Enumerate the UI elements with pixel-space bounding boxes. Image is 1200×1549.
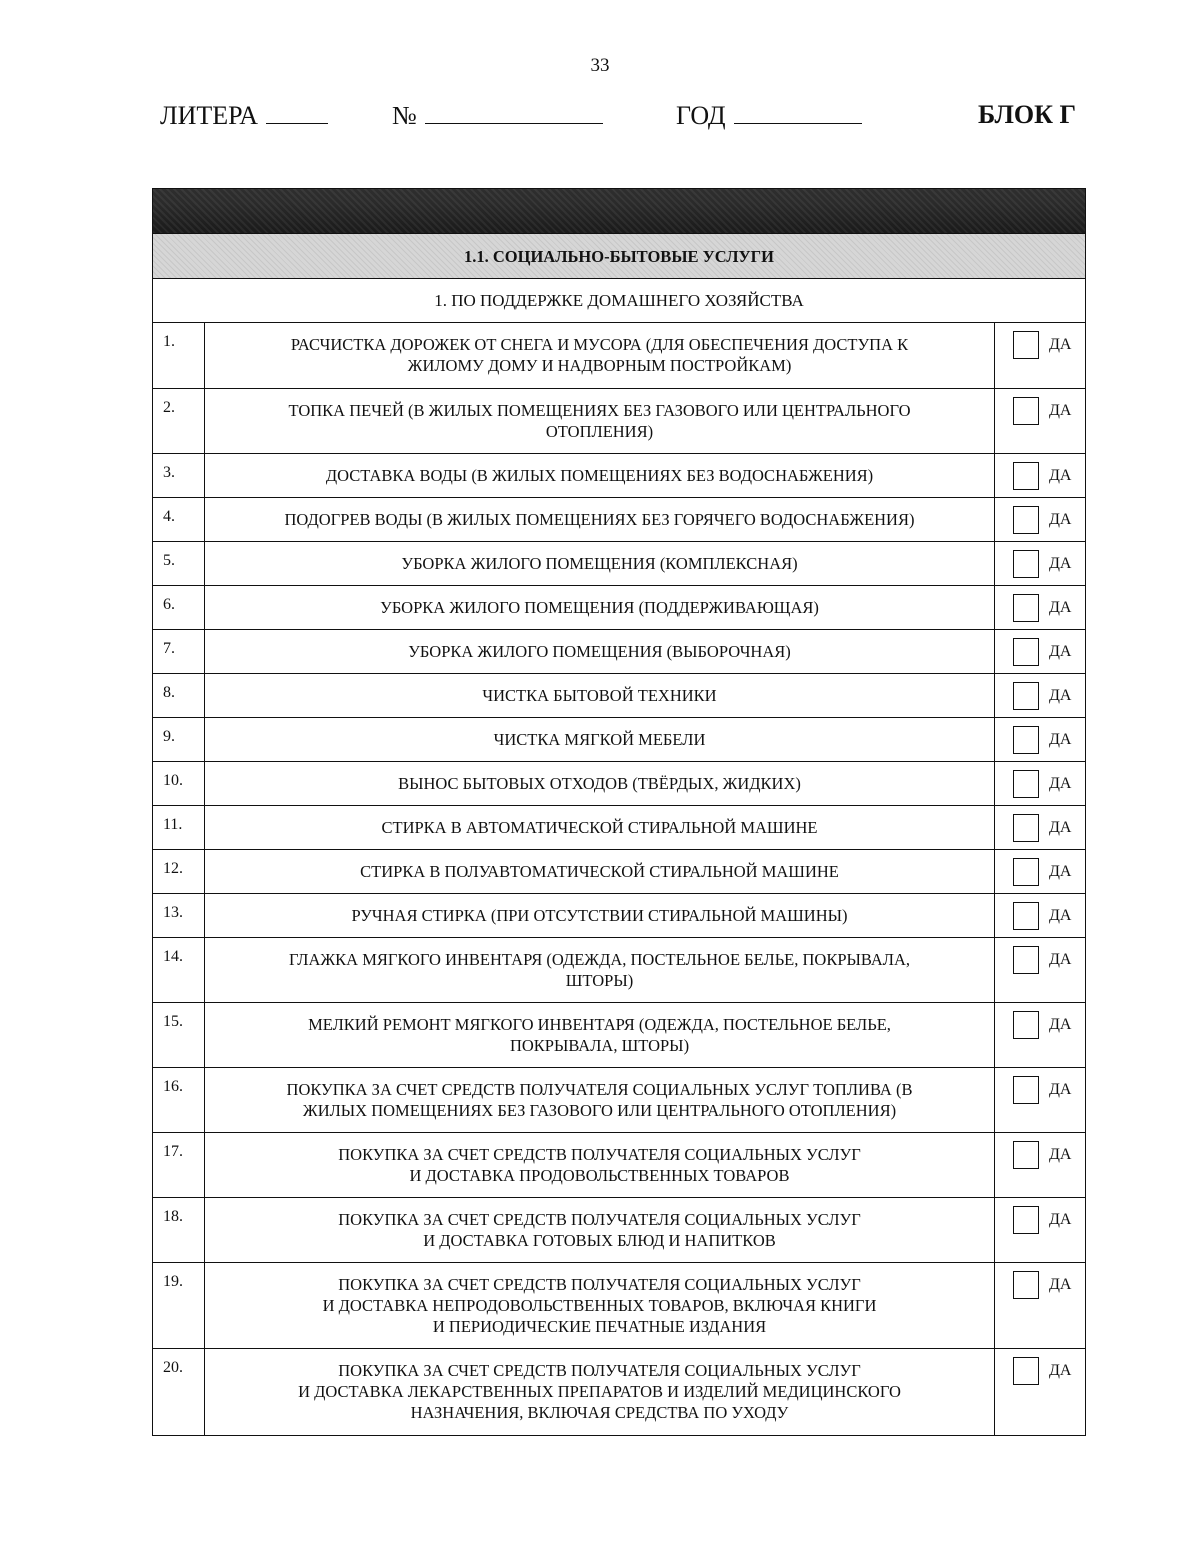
item-check-cell <box>995 674 1085 717</box>
da-label: ДА <box>1049 819 1072 836</box>
da-checkbox[interactable] <box>1013 1206 1039 1234</box>
services-table <box>152 188 1086 1436</box>
table-row <box>153 674 1085 718</box>
item-number: 15. <box>153 1003 205 1067</box>
table-row <box>153 454 1085 498</box>
item-text: МЕЛКИЙ РЕМОНТ МЯГКОГО ИНВЕНТАРЯ (ОДЕЖДА, ПОСТЕЛЬНОЕ БЕЛЬЕ, ПОКРЫВАЛА, ШТОРЫ) <box>205 1003 995 1067</box>
da-checkbox[interactable] <box>1013 770 1039 798</box>
item-number: 13. <box>153 894 205 937</box>
item-check-cell <box>995 586 1085 629</box>
da-label: ДА <box>1049 402 1072 419</box>
da-label: ДА <box>1049 1146 1072 1163</box>
number-field[interactable] <box>392 100 603 131</box>
table-row <box>153 850 1085 894</box>
table-row <box>153 1003 1085 1068</box>
item-check-cell <box>995 1133 1085 1197</box>
da-label: ДА <box>1049 1211 1072 1228</box>
da-label: ДА <box>1049 775 1072 792</box>
table-row <box>153 586 1085 630</box>
item-number: 19. <box>153 1263 205 1348</box>
subsection-title: 1. ПО ПОДДЕРЖКЕ ДОМАШНЕГО ХОЗЯЙСТВА <box>153 279 1085 323</box>
item-number: 20. <box>153 1349 205 1435</box>
table-row <box>153 1133 1085 1198</box>
item-check-cell <box>995 1068 1085 1132</box>
da-label: ДА <box>1049 1016 1072 1033</box>
item-check-cell <box>995 323 1085 388</box>
year-blank[interactable] <box>734 100 862 124</box>
da-checkbox[interactable] <box>1013 506 1039 534</box>
item-number: 18. <box>153 1198 205 1262</box>
table-header-bar <box>153 189 1085 234</box>
da-label: ДА <box>1049 731 1072 748</box>
item-check-cell <box>995 806 1085 849</box>
item-text: ЧИСТКА МЯГКОЙ МЕБЕЛИ <box>205 718 995 761</box>
da-checkbox[interactable] <box>1013 946 1039 974</box>
item-check-cell <box>995 1349 1085 1435</box>
table-row <box>153 718 1085 762</box>
item-text: УБОРКА ЖИЛОГО ПОМЕЩЕНИЯ (КОМПЛЕКСНАЯ) <box>205 542 995 585</box>
item-number: 4. <box>153 498 205 541</box>
da-checkbox[interactable] <box>1013 1141 1039 1169</box>
item-check-cell <box>995 498 1085 541</box>
year-field[interactable] <box>676 100 862 131</box>
item-number: 16. <box>153 1068 205 1132</box>
year-label: ГОД <box>676 101 726 130</box>
da-label: ДА <box>1049 336 1072 353</box>
item-text: УБОРКА ЖИЛОГО ПОМЕЩЕНИЯ (ПОДДЕРЖИВАЮЩАЯ) <box>205 586 995 629</box>
number-label: № <box>392 101 417 130</box>
da-label: ДА <box>1049 1362 1072 1379</box>
section-title: 1.1. СОЦИАЛЬНО-БЫТОВЫЕ УСЛУГИ <box>153 234 1085 279</box>
da-checkbox[interactable] <box>1013 462 1039 490</box>
item-text: ПОДОГРЕВ ВОДЫ (В ЖИЛЫХ ПОМЕЩЕНИЯХ БЕЗ ГОРЯЧЕГО ВОДОСНАБЖЕНИЯ) <box>205 498 995 541</box>
table-row <box>153 1263 1085 1349</box>
da-label: ДА <box>1049 951 1072 968</box>
form-header <box>0 100 1200 140</box>
da-checkbox[interactable] <box>1013 858 1039 886</box>
item-check-cell <box>995 850 1085 893</box>
item-number: 14. <box>153 938 205 1002</box>
da-checkbox[interactable] <box>1013 594 1039 622</box>
litera-blank[interactable] <box>266 100 328 124</box>
item-text: СТИРКА В АВТОМАТИЧЕСКОЙ СТИРАЛЬНОЙ МАШИНЕ <box>205 806 995 849</box>
table-row <box>153 542 1085 586</box>
da-checkbox[interactable] <box>1013 1011 1039 1039</box>
item-check-cell <box>995 630 1085 673</box>
litera-field[interactable] <box>160 100 328 131</box>
item-number: 8. <box>153 674 205 717</box>
item-check-cell <box>995 542 1085 585</box>
item-check-cell <box>995 718 1085 761</box>
item-text: ТОПКА ПЕЧЕЙ (В ЖИЛЫХ ПОМЕЩЕНИЯХ БЕЗ ГАЗОВОГО ИЛИ ЦЕНТРАЛЬНОГО ОТОПЛЕНИЯ) <box>205 389 995 453</box>
item-text: ПОКУПКА ЗА СЧЕТ СРЕДСТВ ПОЛУЧАТЕЛЯ СОЦИАЛЬНЫХ УСЛУГ ТОПЛИВА (В ЖИЛЫХ ПОМЕЩЕНИЯХ БЕЗ ГАЗОВОГО ИЛИ ЦЕНТРАЛЬНОГО ОТОПЛЕНИЯ) <box>205 1068 995 1132</box>
da-label: ДА <box>1049 1276 1072 1293</box>
item-number: 9. <box>153 718 205 761</box>
litera-label: ЛИТЕРА <box>160 101 259 130</box>
item-text: РАСЧИСТКА ДОРОЖЕК ОТ СНЕГА И МУСОРА (ДЛЯ ОБЕСПЕЧЕНИЯ ДОСТУПА К ЖИЛОМУ ДОМУ И НАДВОРНЫМ ПОСТРОЙКАМ) <box>205 323 995 388</box>
item-number: 2. <box>153 389 205 453</box>
da-label: ДА <box>1049 467 1072 484</box>
item-number: 3. <box>153 454 205 497</box>
item-text: ПОКУПКА ЗА СЧЕТ СРЕДСТВ ПОЛУЧАТЕЛЯ СОЦИАЛЬНЫХ УСЛУГ И ДОСТАВКА ГОТОВЫХ БЛЮД И НАПИТКОВ <box>205 1198 995 1262</box>
item-check-cell <box>995 894 1085 937</box>
item-check-cell <box>995 1263 1085 1348</box>
da-checkbox[interactable] <box>1013 638 1039 666</box>
item-check-cell <box>995 762 1085 805</box>
da-label: ДА <box>1049 907 1072 924</box>
page-number: 33 <box>590 55 610 76</box>
table-row <box>153 630 1085 674</box>
item-number: 11. <box>153 806 205 849</box>
table-row <box>153 1198 1085 1263</box>
item-check-cell <box>995 1003 1085 1067</box>
item-text: ВЫНОС БЫТОВЫХ ОТХОДОВ (ТВЁРДЫХ, ЖИДКИХ) <box>205 762 995 805</box>
item-check-cell <box>995 389 1085 453</box>
da-checkbox[interactable] <box>1013 550 1039 578</box>
item-check-cell <box>995 454 1085 497</box>
item-check-cell <box>995 938 1085 1002</box>
da-label: ДА <box>1049 863 1072 880</box>
table-row <box>153 806 1085 850</box>
table-row <box>153 323 1085 389</box>
table-row <box>153 1068 1085 1133</box>
item-text: СТИРКА В ПОЛУАВТОМАТИЧЕСКОЙ СТИРАЛЬНОЙ МАШИНЕ <box>205 850 995 893</box>
item-number: 6. <box>153 586 205 629</box>
da-checkbox[interactable] <box>1013 397 1039 425</box>
da-checkbox[interactable] <box>1013 902 1039 930</box>
item-text: ПОКУПКА ЗА СЧЕТ СРЕДСТВ ПОЛУЧАТЕЛЯ СОЦИАЛЬНЫХ УСЛУГ И ДОСТАВКА ЛЕКАРСТВЕННЫХ ПРЕПАРАТОВ И ИЗДЕЛИЙ МЕДИЦИНСКОГО НАЗНАЧЕНИЯ, ВКЛЮЧАЯ СРЕДСТВА ПО УХОДУ <box>205 1349 995 1435</box>
item-text: ДОСТАВКА ВОДЫ (В ЖИЛЫХ ПОМЕЩЕНИЯХ БЕЗ ВОДОСНАБЖЕНИЯ) <box>205 454 995 497</box>
item-text: ПОКУПКА ЗА СЧЕТ СРЕДСТВ ПОЛУЧАТЕЛЯ СОЦИАЛЬНЫХ УСЛУГ И ДОСТАВКА НЕПРОДОВОЛЬСТВЕННЫХ ТОВАРОВ, ВКЛЮЧАЯ КНИГИ И ПЕРИОДИЧЕСКИЕ ПЕЧАТНЫЕ ИЗДАНИЯ <box>205 1263 995 1348</box>
item-number: 5. <box>153 542 205 585</box>
item-number: 10. <box>153 762 205 805</box>
item-check-cell <box>995 1198 1085 1262</box>
item-text: ПОКУПКА ЗА СЧЕТ СРЕДСТВ ПОЛУЧАТЕЛЯ СОЦИАЛЬНЫХ УСЛУГ И ДОСТАВКА ПРОДОВОЛЬСТВЕННЫХ ТОВАРОВ <box>205 1133 995 1197</box>
number-blank[interactable] <box>425 100 603 124</box>
da-checkbox[interactable] <box>1013 682 1039 710</box>
table-row <box>153 498 1085 542</box>
service-rows <box>153 323 1085 1435</box>
item-number: 1. <box>153 323 205 388</box>
da-checkbox[interactable] <box>1013 1076 1039 1104</box>
da-checkbox[interactable] <box>1013 1271 1039 1299</box>
item-number: 7. <box>153 630 205 673</box>
da-label: ДА <box>1049 555 1072 572</box>
table-row <box>153 762 1085 806</box>
item-text: ЧИСТКА БЫТОВОЙ ТЕХНИКИ <box>205 674 995 717</box>
table-row <box>153 938 1085 1003</box>
item-text: УБОРКА ЖИЛОГО ПОМЕЩЕНИЯ (ВЫБОРОЧНАЯ) <box>205 630 995 673</box>
table-row <box>153 1349 1085 1435</box>
item-text: ГЛАЖКА МЯГКОГО ИНВЕНТАРЯ (ОДЕЖДА, ПОСТЕЛЬНОЕ БЕЛЬЕ, ПОКРЫВАЛА, ШТОРЫ) <box>205 938 995 1002</box>
block-label: БЛОК Г <box>978 100 1077 129</box>
da-label: ДА <box>1049 1081 1072 1098</box>
item-number: 12. <box>153 850 205 893</box>
item-text: РУЧНАЯ СТИРКА (ПРИ ОТСУТСТВИИ СТИРАЛЬНОЙ МАШИНЫ) <box>205 894 995 937</box>
da-label: ДА <box>1049 687 1072 704</box>
table-row <box>153 389 1085 454</box>
da-checkbox[interactable] <box>1013 726 1039 754</box>
da-checkbox[interactable] <box>1013 1357 1039 1385</box>
da-label: ДА <box>1049 599 1072 616</box>
da-label: ДА <box>1049 643 1072 660</box>
da-checkbox[interactable] <box>1013 331 1039 359</box>
da-checkbox[interactable] <box>1013 814 1039 842</box>
table-row <box>153 894 1085 938</box>
da-label: ДА <box>1049 511 1072 528</box>
item-number: 17. <box>153 1133 205 1197</box>
